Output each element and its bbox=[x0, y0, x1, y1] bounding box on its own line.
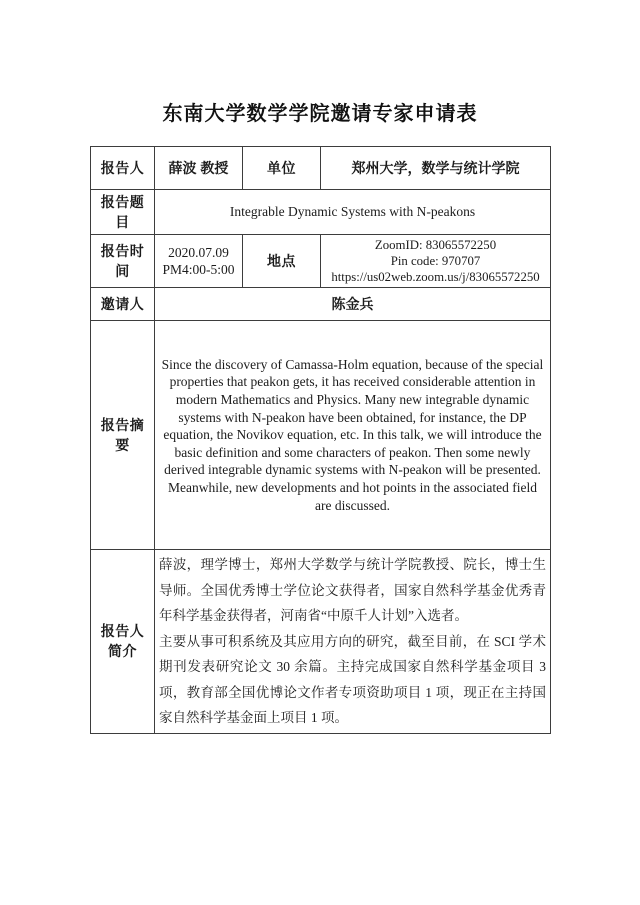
row-inviter bbox=[91, 288, 551, 321]
bio-text bbox=[155, 550, 551, 734]
location-value bbox=[321, 235, 551, 288]
affiliation-label: 单位 bbox=[243, 147, 321, 190]
location-label: 地点 bbox=[243, 235, 321, 288]
bio-paragraph-2: 主要从事可积系统及其应用方向的研究，截至目前，在 SCI 学术期刊发表研究论文 30 余篇。主持完成国家自然科学基金项目 3 项，教育部全国优博论文作者专项资助项目 1 项，现正在主持国家自然科学基金面上项目 1 项。 bbox=[159, 633, 546, 725]
row-bio bbox=[91, 550, 551, 734]
talk-title-value: Integrable Dynamic Systems with N-peakons bbox=[155, 190, 551, 235]
row-abstract bbox=[91, 321, 551, 550]
time-value bbox=[155, 235, 243, 288]
speaker-label: 报告人 bbox=[91, 147, 155, 190]
time-label: 报告时间 bbox=[91, 235, 155, 288]
row-talk-title bbox=[91, 190, 551, 235]
zoom-pin-text: Pin code: 970707 bbox=[390, 254, 481, 268]
inviter-label: 邀请人 bbox=[91, 288, 155, 321]
speaker-value: 薛波 教授 bbox=[155, 147, 243, 190]
row-time-location bbox=[91, 235, 551, 288]
inviter-value: 陈金兵 bbox=[155, 288, 551, 321]
row-speaker bbox=[91, 147, 551, 190]
bio-paragraph-1: 薛波，理学博士，郑州大学数学与统计学院教授、院长，博士生导师。全国优秀博士学位论文获得者，国家自然科学基金优秀青年科学基金获得者，河南省“中原千人计划”入选者。 bbox=[159, 557, 546, 623]
application-form-table bbox=[90, 146, 551, 734]
affiliation-value: 郑州大学，数学与统计学院 bbox=[321, 147, 551, 190]
page-title: 东南大学数学学院邀请专家申请表 bbox=[162, 103, 478, 125]
zoom-url-text: https://us02web.zoom.us/j/83065572250 bbox=[331, 270, 540, 284]
abstract-label: 报告摘要 bbox=[91, 321, 155, 550]
time-date: 2020.07.09 bbox=[168, 245, 229, 260]
time-hours: PM4:00-5:00 bbox=[162, 262, 235, 277]
bio-label: 报告人简介 bbox=[91, 550, 155, 734]
abstract-text: Since the discovery of Camassa-Holm equation, because of the special properties that peakon gets, it has received considerable attention in modern Mathematics and Physics. Many new integrable dynamic systems with N-peakon have been obtained, for instance, the DP equation, the Novikov equation, etc. In this talk, we will introduce the basic definition and some characters of peakon. Then some newly derived integrable dynamic systems with N-peakon will be presented. Meanwhile, new developments and hot points in the associated field are discussed. bbox=[155, 321, 551, 550]
zoom-id-text: ZoomID: 83065572250 bbox=[374, 238, 497, 252]
talk-title-label: 报告题目 bbox=[91, 190, 155, 235]
